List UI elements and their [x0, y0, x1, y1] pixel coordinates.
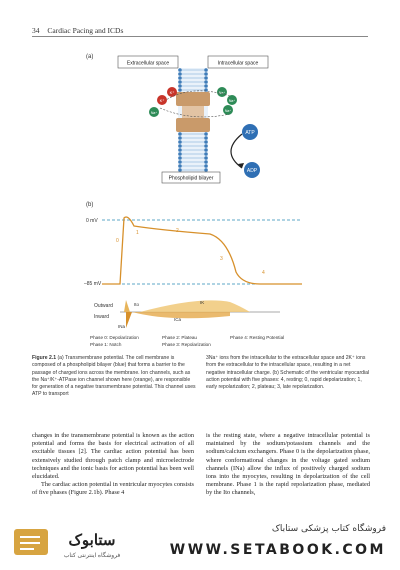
- legend-phase-4: Phase 4: Resting Potential: [230, 335, 285, 340]
- lipid-head: [204, 84, 208, 88]
- channel-pore: [182, 106, 204, 118]
- na-ion-4: [223, 105, 233, 115]
- svg-text:K⁺: K⁺: [169, 90, 175, 95]
- lipid-head: [178, 68, 182, 72]
- svg-text:ADP: ADP: [246, 168, 258, 174]
- lipid-head: [204, 68, 208, 72]
- lipid-head: [204, 160, 208, 164]
- phase-1-label: 1: [136, 230, 139, 236]
- k-ion-2: [167, 87, 177, 97]
- lipid-head: [178, 164, 182, 168]
- bilayer-label: Phospholipid bilayer: [168, 175, 214, 182]
- svg-text:Na⁺: Na⁺: [224, 109, 232, 113]
- watermark-url: WWW.SETABOOK.COM: [169, 542, 386, 558]
- ito-current-shape: [124, 300, 130, 312]
- body-paragraph: The cardiac action potential in ventricular myocytes consists of five phases (Figure 2.1b). Phase 4: [32, 481, 194, 497]
- setabook-logo: [10, 523, 135, 563]
- lipid-head: [178, 76, 182, 80]
- watermark-brand-fa: فروشگاه کتاب پزشکی ستاباک: [271, 524, 386, 534]
- running-header: [32, 26, 123, 35]
- atp-icon: [242, 124, 258, 140]
- lipid-head: [178, 88, 182, 92]
- atp-to-adp-arrow: [231, 134, 242, 168]
- lipid-head: [204, 140, 208, 144]
- ina-current-shape: [126, 312, 132, 328]
- na-ion-3: [227, 95, 237, 105]
- phase-3-label: 3: [220, 256, 223, 262]
- lipid-head: [178, 80, 182, 84]
- lipid-head: [204, 136, 208, 140]
- panel-a-label: (a): [86, 54, 94, 60]
- svg-text:Na⁺: Na⁺: [218, 91, 226, 95]
- legend-phase-0: Phase 0: Depolarization: [90, 335, 139, 340]
- page-number: 34: [32, 26, 40, 35]
- lipid-head: [178, 152, 182, 156]
- lipid-head: [204, 156, 208, 160]
- outward-label: Outward: [94, 303, 113, 309]
- figure-panel-b: [80, 200, 310, 352]
- svg-text:ATP: ATP: [245, 130, 255, 136]
- figure-caption-label: Figure 2.1: [32, 355, 57, 361]
- ica-label: ICa: [174, 317, 182, 322]
- lipid-head: [178, 148, 182, 152]
- na-ion-2: [217, 87, 227, 97]
- channel-upper: [176, 92, 210, 106]
- phase-4-label: 4: [262, 270, 265, 276]
- lipid-head: [204, 168, 208, 172]
- channel-lower: [176, 118, 210, 132]
- lipid-head: [204, 76, 208, 80]
- phase-2-label: 2: [176, 228, 179, 234]
- lipid-head: [204, 152, 208, 156]
- legend-phase-3: Phase 3: Repolarization: [162, 342, 211, 347]
- ito-label: Ito: [134, 302, 140, 307]
- na-ion-1: [149, 107, 159, 117]
- phase-0-label: 0: [116, 238, 119, 244]
- lipid-head: [178, 168, 182, 172]
- lipid-head: [204, 148, 208, 152]
- svg-text:Na⁺: Na⁺: [228, 99, 236, 103]
- lipid-head: [178, 136, 182, 140]
- lipid-head: [178, 72, 182, 76]
- neg85-mv-label: –85 mV: [84, 281, 102, 287]
- legend-phase-1: Phase 1: Notch: [90, 342, 122, 347]
- k-ion-1: [157, 95, 167, 105]
- body-paragraph: changes in the transmembrane potential is known as the action potential and forms the basis for electrical activation of all excitable tissues [2]. The cardiac action potential has been extensively studied through patch clamp and microelectrode techniques and the ionic basis for action potential has been well elucidated.: [32, 432, 194, 481]
- lipid-head: [204, 72, 208, 76]
- figure-caption-text-left: (a) Transmembrane potential. The cell membrane is composed of a phospholipid bilayer (blue) that forms a barrier to the passage of charged ions across the membrane. Ion channels, such as the Na⁺/K⁺-ATPase ion channel shown here (orange), are responsible for generation of a negative transmembrane potential. This channel uses ATP to transport: [32, 355, 196, 398]
- inward-label: Inward: [94, 314, 110, 320]
- figure-panel-a: [80, 48, 290, 196]
- lipid-head: [178, 160, 182, 164]
- logo-text: ستابوک: [68, 532, 116, 549]
- body-column-1: [32, 432, 194, 498]
- svg-text:K⁺: K⁺: [159, 98, 165, 103]
- panel-b-label: (b): [86, 202, 94, 208]
- logo-subtext: فروشگاه اینترنتی کتاب: [63, 553, 121, 559]
- figure-caption-text-right: 3Na⁺ ions from the intracellular to the extracellular space and 2K⁺ ions from the extracellular to the intracellular space, resulting in a net negative intracellular charge. (b) Schematic of the ventricular myocardial action potential with five phases: 4, resting; 0, rapid depolarization; 1, early repolarization; 2, plateau; 3, late repolarization.: [206, 355, 370, 391]
- figure-caption-left: [32, 355, 196, 399]
- legend-phase-2: Phase 2: Plateau: [162, 335, 197, 340]
- intracellular-label: Intracellular space: [217, 60, 259, 67]
- adp-icon: [244, 162, 260, 178]
- lipid-head: [204, 132, 208, 136]
- body-paragraph: is the resting state, where a negative intracellular potential is maintained by the sodium/potassium channels and the sodium/calcium exchangers. Phase 0 is the depolarization phase, where conformational changes in the voltage gated sodium channels (INa) allow the influx of positively charged sodium ions into the myocytes, resulting in depolarization of the cell membrane. Phase 1 is the rapid repolarization phase, mediated by the Ito channels,: [206, 432, 370, 497]
- running-title: Cardiac Pacing and ICDs: [47, 26, 124, 35]
- extracellular-label: Extracellular space: [126, 60, 170, 67]
- body-column-2: [206, 432, 370, 498]
- zero-mv-label: 0 mV: [86, 218, 98, 224]
- lipid-head: [178, 144, 182, 148]
- lipid-head: [204, 80, 208, 84]
- lipid-head: [178, 84, 182, 88]
- lipid-head: [178, 156, 182, 160]
- lipid-head: [204, 164, 208, 168]
- lipid-head: [178, 140, 182, 144]
- ina-label: INa: [118, 324, 126, 329]
- header-rule: [32, 36, 368, 37]
- lipid-head: [178, 132, 182, 136]
- ik-current-shape: [140, 300, 250, 312]
- lipid-head: [204, 144, 208, 148]
- action-potential-curve: [102, 217, 302, 284]
- ik-label: IK: [200, 300, 205, 305]
- svg-text:Na⁺: Na⁺: [150, 111, 158, 115]
